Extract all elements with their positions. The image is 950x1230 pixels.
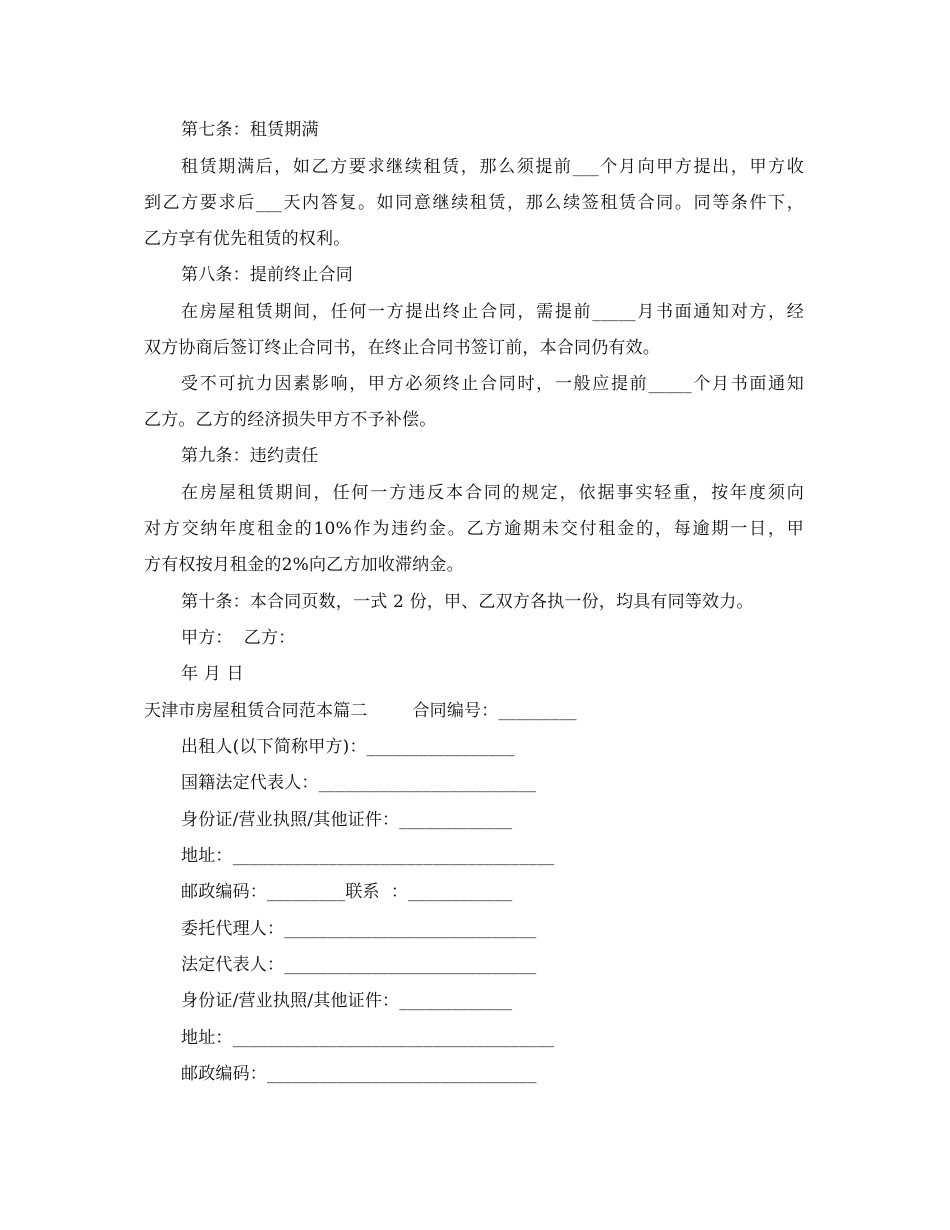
article-7-text-line-1: 租赁期满后，如乙方要求继续租赁，那么须提前___个月向甲方提出，甲方收 (181, 157, 804, 177)
field-legal-rep: 法定代表人：_____________________________ (181, 955, 537, 975)
article-8-text-line-3: 受不可抗力因素影响，甲方必须终止合同时，一般应提前_____个月书面通知 (181, 374, 804, 394)
article-9-text-line-3: 方有权按月租金的2%向乙方加收滞纳金。 (144, 555, 464, 575)
article-9-heading: 第九条：违约责任 (181, 446, 319, 466)
date-line: 年 月 日 (181, 664, 244, 684)
field-postcode-contact: 邮政编码：_________联系 ：____________ (181, 882, 513, 902)
article-8-text-line-1: 在房屋租赁期间，任何一方提出终止合同，需提前_____月书面通知对方，经 (181, 302, 804, 322)
field-address-2: 地址：_____________________________________ (181, 1028, 555, 1048)
field-id-document-2: 身份证/营业执照/其他证件：_____________ (181, 991, 513, 1011)
field-postcode-2: 邮政编码：_______________________________ (181, 1064, 537, 1084)
article-7-text-line-2: 到乙方要求后___天内答复。如同意继续租赁，那么续签租赁合同。同等条件下， (144, 193, 804, 213)
article-9-text-line-2: 对方交纳年度租金的10%作为违约金。乙方逾期未交付租金的，每逾期一日，甲 (144, 519, 804, 539)
article-8-text-line-4: 乙方。乙方的经济损失甲方不予补偿。 (144, 410, 437, 430)
signature-line: 甲方： 乙方： (181, 628, 296, 648)
field-lessor: 出租人(以下简称甲方)：_________________ (181, 737, 515, 757)
template-2-title: 天津市房屋租赁合同范本篇二 合同编号：_________ (144, 701, 577, 721)
article-8-heading: 第八条：提前终止合同 (181, 265, 353, 285)
field-nationality-legal-rep: 国籍法定代表人：_________________________ (181, 773, 537, 793)
article-10: 第十条：本合同页数，一式 2 份，甲、乙双方各执一份，均具有同等效力。 (181, 592, 754, 612)
article-9-text-line-1: 在房屋租赁期间，任何一方违反本合同的规定，依据事实轻重，按年度须向 (181, 483, 804, 503)
field-id-document: 身份证/营业执照/其他证件：_____________ (181, 810, 513, 830)
article-8-text-line-2: 双方协商后签订终止合同书，在终止合同书签订前，本合同仍有效。 (144, 338, 660, 358)
field-agent: 委托代理人：_____________________________ (181, 919, 537, 939)
article-7-heading: 第七条：租赁期满 (181, 120, 319, 140)
article-7-text-line-3: 乙方享有优先租赁的权利。 (144, 229, 351, 249)
field-address: 地址：_____________________________________ (181, 846, 555, 866)
